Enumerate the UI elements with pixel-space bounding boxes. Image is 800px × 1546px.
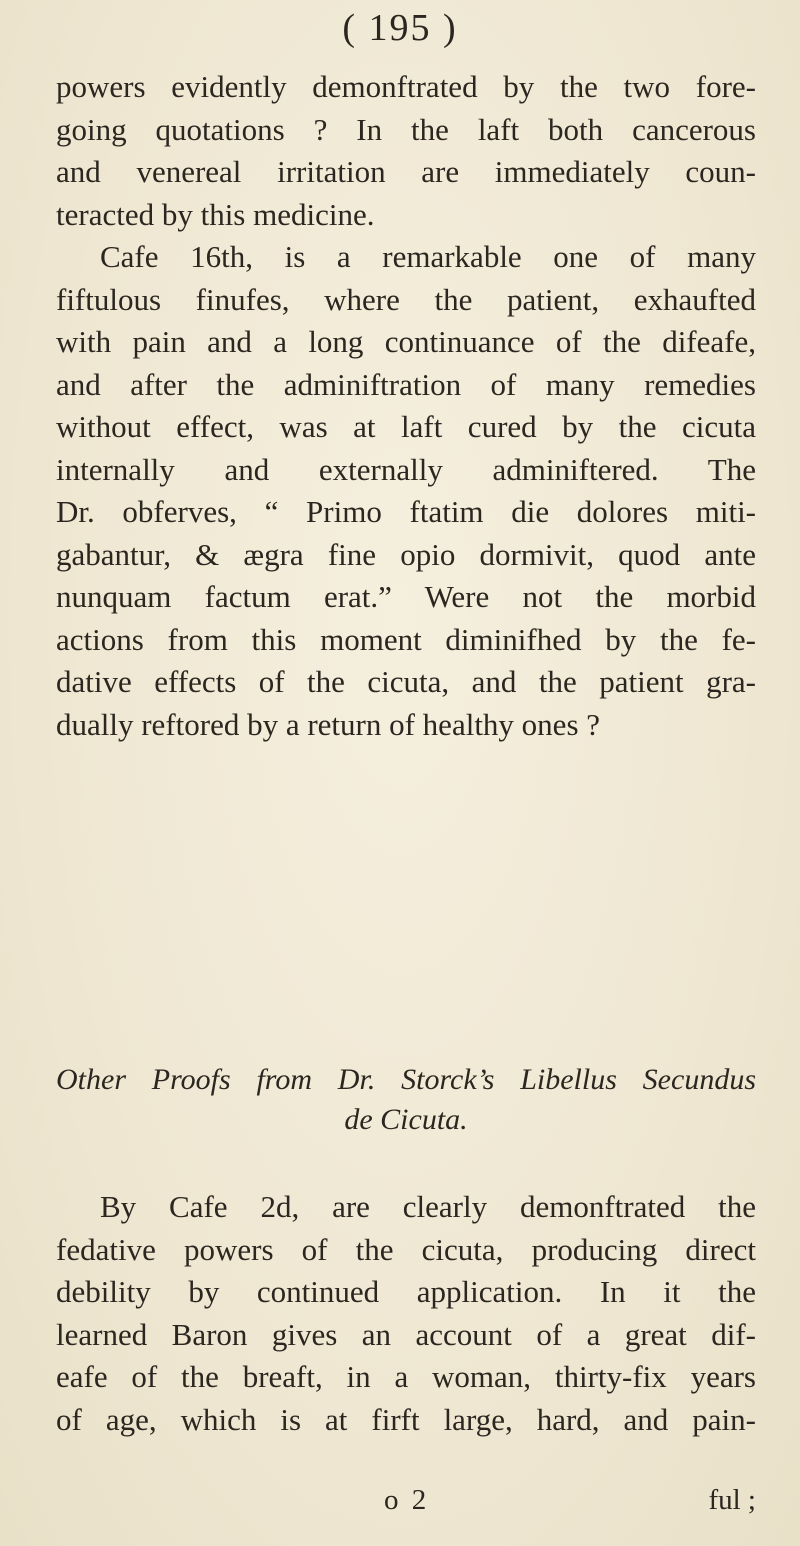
text-line: learned Baron gives an account of a great dif- — [56, 1316, 756, 1352]
page-footer — [56, 1484, 756, 1524]
heading-line: Other Proofs from Dr. Storck’s Libellus Secundus — [56, 1063, 756, 1096]
text-line: of age, which is at firft large, hard, and pain- — [56, 1401, 756, 1437]
signature-mark: o 2 — [384, 1484, 430, 1516]
text-line: eafe of the breaft, in a woman, thirty-fix years — [56, 1359, 756, 1394]
page-number-header: ( 195 ) — [342, 7, 458, 49]
text-line: with pain and a long continuance of the difeafe, — [56, 324, 756, 359]
text-line: debility by continued application. In it the — [56, 1274, 756, 1309]
body-paragraph-1 — [56, 66, 756, 746]
text-line: teracted by this medicine. — [56, 196, 375, 232]
text-line: dually reftored by a return of healthy ones ? — [56, 706, 601, 742]
text-line: internally and externally adminiftered. The — [56, 451, 756, 487]
text-line: actions from this moment diminifhed by the fe- — [56, 621, 756, 657]
text-line: Cafe 16th, is a remarkable one of many — [100, 239, 756, 274]
text-line: going quotations ? In the laft both cancerous — [56, 111, 756, 147]
text-line: and after the adminiftration of many remedies — [56, 366, 756, 402]
catchword: ful ; — [708, 1484, 756, 1516]
heading-line: de Cicuta. — [344, 1103, 468, 1136]
text-line: powers evidently demonftrated by the two fore- — [56, 69, 756, 104]
text-line: without effect, was at laft cured by the cicuta — [56, 409, 756, 444]
section-heading — [56, 1060, 756, 1140]
text-line: fedative powers of the cicuta, producing direct — [56, 1231, 756, 1267]
text-line: gabantur, & ægra fine opio dormivit, quod ante — [56, 536, 756, 572]
text-line: dative effects of the cicuta, and the patient gra- — [56, 664, 756, 699]
text-line: By Cafe 2d, are clearly demonftrated the — [100, 1189, 756, 1224]
text-line: and venereal irritation are immediately coun- — [56, 154, 756, 189]
text-line: Dr. obferves, “ Primo ftatim die dolores miti- — [56, 494, 756, 529]
text-line: fiftulous finufes, where the patient, exhaufted — [56, 281, 756, 317]
text-line: nunquam factum erat.” Were not the morbid — [56, 579, 756, 614]
body-paragraph-2 — [56, 1186, 756, 1441]
